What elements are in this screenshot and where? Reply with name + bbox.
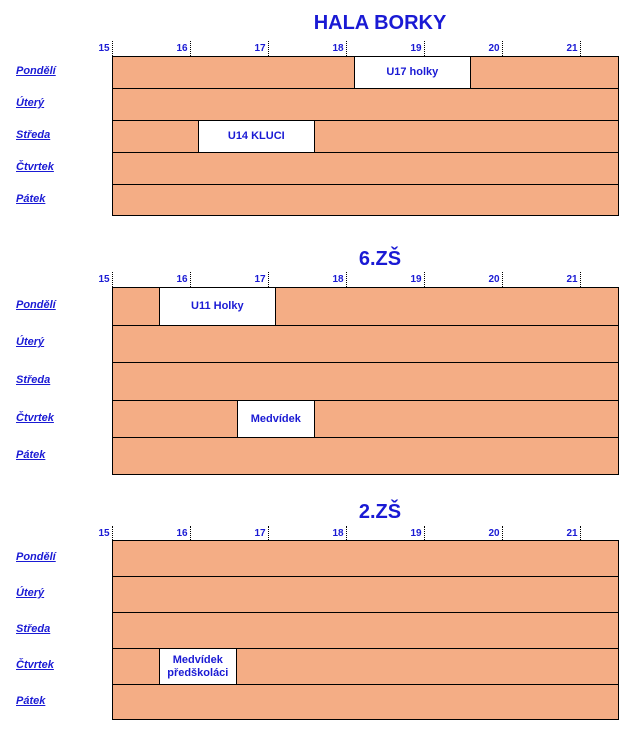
hour-tick xyxy=(424,272,425,287)
hour-tick xyxy=(580,526,581,540)
schedule-grid xyxy=(112,287,619,475)
hour-label: 20 xyxy=(488,528,500,539)
hour-label: 15 xyxy=(98,274,110,285)
schedule-row xyxy=(113,121,618,153)
schedule-row xyxy=(113,153,618,185)
hour-tick xyxy=(346,526,347,540)
schedule-row xyxy=(113,363,618,401)
hour-label: 15 xyxy=(98,43,110,54)
hour-tick xyxy=(346,41,347,56)
schedule-row xyxy=(113,57,618,89)
day-label-3[interactable]: Čtvrtek xyxy=(16,161,54,173)
hour-tick xyxy=(502,272,503,287)
schedule-row xyxy=(113,89,618,121)
hour-tick xyxy=(190,272,191,287)
hour-tick xyxy=(424,41,425,56)
schedule-row xyxy=(113,685,618,721)
hour-tick xyxy=(190,41,191,56)
hour-label: 16 xyxy=(176,43,188,54)
hour-label: 20 xyxy=(488,274,500,285)
training-slot[interactable]: U11 Holky xyxy=(159,288,276,325)
hour-tick xyxy=(424,526,425,540)
hour-tick xyxy=(112,41,113,56)
hour-label: 19 xyxy=(410,528,422,539)
hour-label: 18 xyxy=(332,528,344,539)
day-label-2[interactable]: Středa xyxy=(16,129,51,141)
hour-tick xyxy=(580,41,581,56)
training-slot[interactable]: Medvídek xyxy=(237,401,315,438)
schedule-row xyxy=(113,288,618,326)
day-label-2[interactable]: Středa xyxy=(16,374,51,386)
training-slot[interactable]: U17 holky xyxy=(354,57,471,88)
hour-label: 19 xyxy=(410,43,422,54)
section-title: HALA BORKY xyxy=(313,12,447,34)
hour-label: 17 xyxy=(254,43,266,54)
day-label-3[interactable]: Čtvrtek xyxy=(16,659,54,671)
hour-label: 17 xyxy=(254,528,266,539)
day-label-3[interactable]: Čtvrtek xyxy=(16,411,54,424)
day-label-0[interactable]: Pondělí xyxy=(16,551,56,563)
hour-tick xyxy=(268,272,269,287)
hour-tick xyxy=(112,272,113,287)
day-label-2[interactable]: Středa xyxy=(16,623,51,635)
schedule-row xyxy=(113,613,618,649)
training-slot[interactable]: U14 KLUCI xyxy=(198,121,315,152)
day-label-1[interactable]: Úterý xyxy=(16,587,45,599)
hour-label: 21 xyxy=(566,274,578,285)
schedule-row xyxy=(113,401,618,439)
hour-label: 21 xyxy=(566,43,578,54)
hour-label: 19 xyxy=(410,274,422,285)
day-label-4[interactable]: Pátek xyxy=(16,449,46,462)
schedule-row xyxy=(113,577,618,613)
day-label-4[interactable]: Pátek xyxy=(16,193,46,205)
day-label-0[interactable]: Pondělí xyxy=(16,298,56,311)
day-label-0[interactable]: Pondělí xyxy=(16,65,56,77)
hour-label: 18 xyxy=(332,43,344,54)
hour-tick xyxy=(268,526,269,540)
hour-tick xyxy=(502,41,503,56)
hour-tick xyxy=(268,41,269,56)
hour-label: 18 xyxy=(332,274,344,285)
schedule-row xyxy=(113,541,618,577)
training-slot[interactable]: Medvídek předškoláci xyxy=(159,649,237,684)
day-label-1[interactable]: Úterý xyxy=(16,97,45,109)
section-title: 2.ZŠ xyxy=(358,501,402,523)
hour-label: 21 xyxy=(566,528,578,539)
section-title: 6.ZŠ xyxy=(358,248,402,270)
hour-tick xyxy=(580,272,581,287)
hour-tick xyxy=(190,526,191,540)
hour-tick xyxy=(502,526,503,540)
hour-label: 17 xyxy=(254,274,266,285)
hour-label: 15 xyxy=(98,528,110,539)
schedule-grid xyxy=(112,56,619,216)
schedule-grid xyxy=(112,540,619,720)
day-label-1[interactable]: Úterý xyxy=(16,336,45,349)
day-label-4[interactable]: Pátek xyxy=(16,695,46,707)
schedule-row xyxy=(113,326,618,364)
hour-label: 20 xyxy=(488,43,500,54)
schedule-row xyxy=(113,438,618,476)
hour-tick xyxy=(112,526,113,540)
hour-label: 16 xyxy=(176,528,188,539)
schedule-row xyxy=(113,649,618,685)
hour-label: 16 xyxy=(176,274,188,285)
schedule-row xyxy=(113,185,618,217)
hour-tick xyxy=(346,272,347,287)
